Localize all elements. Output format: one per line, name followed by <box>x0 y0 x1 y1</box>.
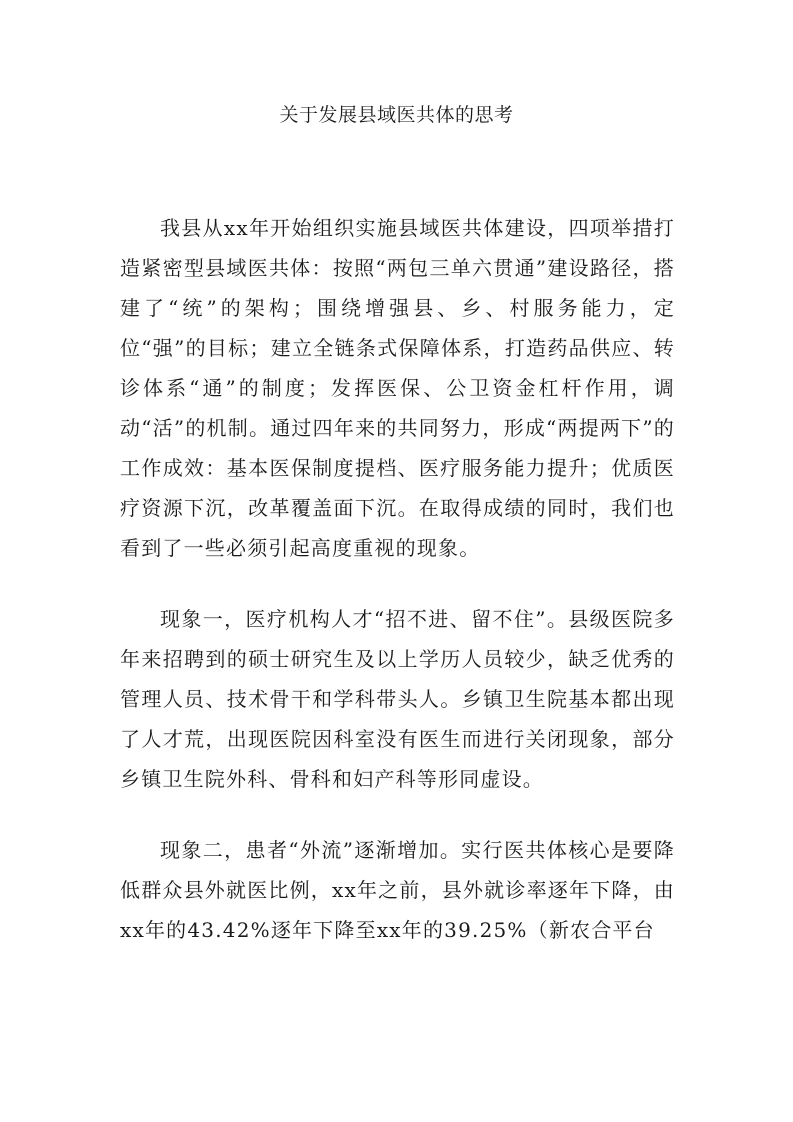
paragraph-phenomenon-two: 现象二，患者“外流”逐渐增加。实行医共体核心是要降低群众县外就医比例，xx年之前，县外就诊率逐年下降，由xx年的43.42%逐年下降至xx年的39.25%（新农合平台 <box>120 838 675 942</box>
document-body <box>120 208 675 981</box>
document-title: 关于发展县域医共体的思考 <box>279 104 514 126</box>
paragraph-phenomenon-one: 现象一，医疗机构人才“招不进、留不住”。县级医院多年来招聘到的硕士研究生及以上学历人员较少，缺乏优秀的管理人员、技术骨干和学科带头人。乡镇卫生院基本都出现了人才荒，出现医院因科室没有医生而进行关闭现象，部分乡镇卫生院外科、骨科和妇产科等形同虚设。 <box>120 607 675 791</box>
paragraph-intro: 我县从xx年开始组织实施县域医共体建设，四项举措打造紧密型县域医共体：按照“两包三单六贯通”建设路径，搭建了“统”的架构；围绕增强县、乡、村服务能力，定位“强”的目标；建立全链条式保障体系，打造药品供应、转诊体系“通”的制度；发挥医保、公卫资金杠杆作用，调动“活”的机制。通过四年来的共同努力，形成“两提两下”的工作成效：基本医保制度提档、医疗服务能力提升；优质医疗资源下沉，改革覆盖面下沉。在取得成绩的同时，我们也看到了一些必须引起高度重视的现象。 <box>120 216 675 560</box>
